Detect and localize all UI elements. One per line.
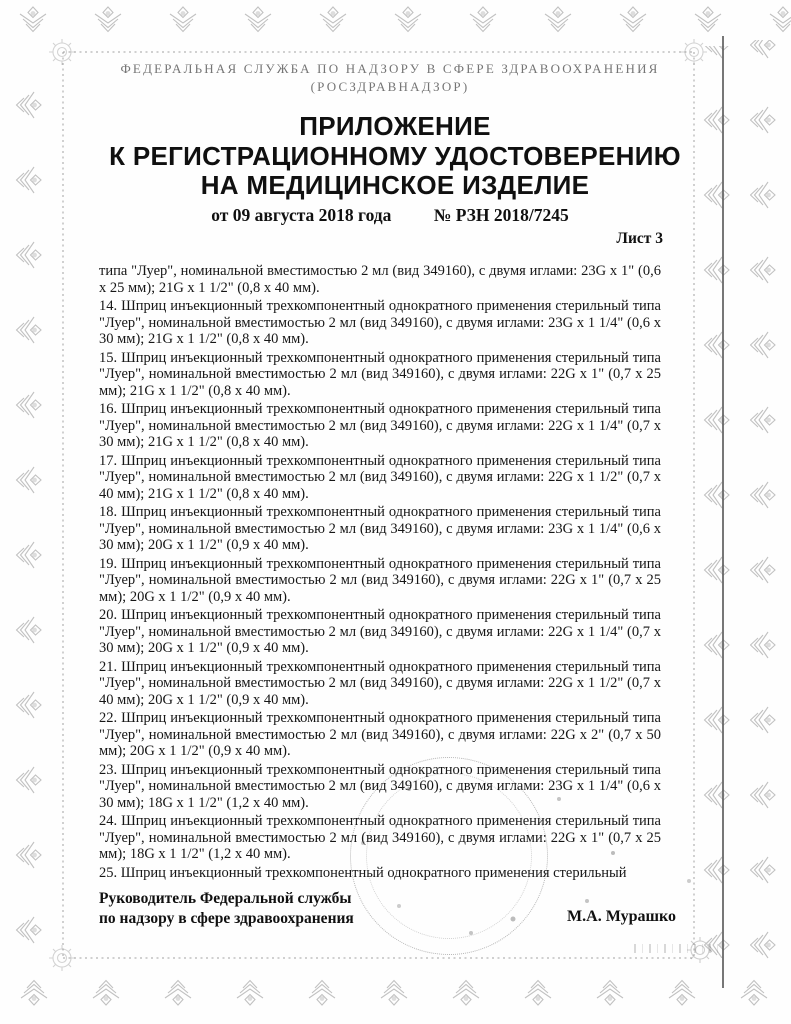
list-item-24: 24. Шприц инъекционный трехкомпонентный однократного применения стерильный типа "Луер", номинальной вместимостью 2 мл (вид 349160), с двумя иглами: 22G x 1" (0,7 x 25 мм); 18G x 1 1/2" (1,2 x 40 мм). — [99, 813, 661, 862]
list-item-23: 23. Шприц инъекционный трехкомпонентный однократного применения стерильный типа "Луер", номинальной вместимостью 2 мл (вид 349160), с двумя иглами: 23G x 1 1/4" (0,6 x 30 мм); 18G x 1 1/2" (1,2 x 40 мм). — [99, 761, 661, 811]
list-item-14: 14. Шприц инъекционный трехкомпонентный однократного применения стерильный типа "Луер", номинальной вместимостью 2 мл (вид 349160), с двумя иглами: 23G x 1 1/4" (0,6 x 30 мм); 21G x 1 1/2" (0,8 x 40 мм). — [99, 298, 661, 347]
title-line-2: К РЕГИСТРАЦИОННОМУ УДОСТОВЕРЕНИЮ — [109, 140, 681, 171]
list-item-15: 15. Шприц инъекционный трехкомпонентный однократного применения стерильный типа "Луер", номинальной вместимостью 2 мл (вид 349160), с двумя иглами: 22G x 1" (0,7 x 25 мм); 21G x 1 1/2" (0,8 x 40 мм). — [99, 349, 661, 399]
list-item-25-partial: 25. Шприц инъекционный трехкомпонентный однократного применения стерильный — [99, 864, 627, 881]
issue-date: от 09 августа 2018 года — [211, 205, 392, 225]
list-item-13-continued: типа "Луер", номинальной вместимостью 2 мл (вид 349160), с двумя иглами: 23G x 1" (0,6 x 25 мм); 21G x 1 1/2" (0,8 x 40 мм). — [99, 263, 661, 296]
document-title — [40, 112, 750, 201]
list-item-20: 20. Шприц инъекционный трехкомпонентный однократного применения стерильный типа "Луер", номинальной вместимостью 2 мл (вид 349160), с двумя иглами: 22G x 1 1/4" (0,7 x 30 мм); 20G x 1 1/2" (0,9 x 40 мм). — [99, 607, 661, 656]
list-item-19: 19. Шприц инъекционный трехкомпонентный однократного применения стерильный типа "Луер", номинальной вместимостью 2 мл (вид 349160), с двумя иглами: 22G x 1" (0,7 x 25 мм); 20G x 1 1/2" (0,9 x 40 мм). — [99, 555, 661, 605]
issuing-agency — [70, 60, 710, 96]
signatory-title-line-1: Руководитель Федеральной службы — [99, 890, 352, 907]
title-line-3: НА МЕДИЦИНСКОЕ ИЗДЕЛИЕ — [200, 170, 590, 200]
agency-short-name: (РОСЗДРАВНАДЗОР) — [310, 79, 470, 94]
list-item-16: 16. Шприц инъекционный трехкомпонентный однократного применения стерильный типа "Луер", номинальной вместимостью 2 мл (вид 349160), с двумя иглами: 22G x 1 1/4" (0,7 x 30 мм); 21G x 1 1/2" (0,8 x 40 мм). — [99, 401, 661, 450]
registration-number: № РЗН 2018/7245 — [433, 205, 569, 225]
scan-noise — [0, 0, 2, 2]
list-item-21: 21. Шприц инъекционный трехкомпонентный однократного применения стерильный типа "Луер", номинальной вместимостью 2 мл (вид 349160), с двумя иглами: 22G x 1 1/2" (0,7 x 40 мм); 20G x 1 1/2" (0,9 x 40 мм). — [99, 658, 661, 708]
list-item-18: 18. Шприц инъекционный трехкомпонентный однократного применения стерильный типа "Луер", номинальной вместимостью 2 мл (вид 349160), с двумя иглами: 23G x 1 1/4" (0,6 x 30 мм); 20G x 1 1/2" (0,9 x 40 мм). — [99, 504, 661, 553]
date-number-row — [70, 205, 710, 226]
faint-print-marks — [634, 944, 718, 953]
sheet-number: Лист 3 — [616, 230, 663, 247]
title-line-1: ПРИЛОЖЕНИЕ — [299, 111, 491, 141]
signatory-title — [99, 889, 354, 929]
agency-name: ФЕДЕРАЛЬНАЯ СЛУЖБА ПО НАДЗОРУ В СФЕРЕ ЗДРАВООХРАНЕНИЯ — [120, 61, 660, 76]
signatory-title-line-2: по надзору в сфере здравоохранения — [99, 910, 354, 927]
list-item-17: 17. Шприц инъекционный трехкомпонентный однократного применения стерильный типа "Луер", номинальной вместимостью 2 мл (вид 349160), с двумя иглами: 22G x 1 1/2" (0,7 x 40 мм); 21G x 1 1/2" (0,8 x 40 мм). — [99, 452, 661, 502]
signatory-name: М.А. Мурашко — [567, 908, 676, 925]
list-item-22: 22. Шприц инъекционный трехкомпонентный однократного применения стерильный типа "Луер", номинальной вместимостью 2 мл (вид 349160), с двумя иглами: 22G x 2" (0,7 x 50 мм); 20G x 1 1/2" (0,9 x 40 мм). — [99, 710, 661, 759]
